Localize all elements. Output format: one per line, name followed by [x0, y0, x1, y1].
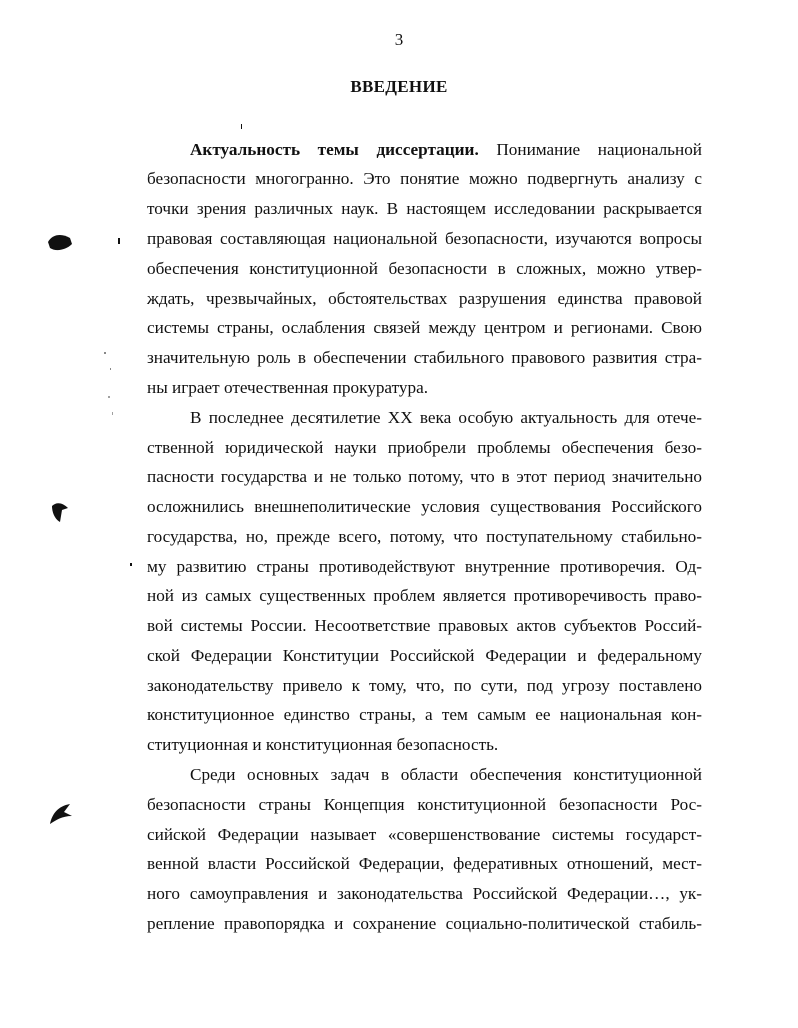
- paragraph-2-line-1: В последнее десятилетие XX века особую актуальность для отече-: [190, 408, 702, 427]
- scan-mark-3: [46, 800, 74, 828]
- scan-speck-4: [104, 352, 106, 354]
- paragraph-1-line-6: ждать, чрезвычайных, обстоятельствах разрушения единства правовой: [147, 289, 702, 308]
- paragraph-1-line-7: системы страны, ослабления связей между центром и регионами. Свою: [147, 318, 702, 337]
- paragraph-2-line-11: конституционное единство страны, а тем самым ее национальная кон-: [147, 705, 702, 724]
- paragraph-1-line-1: [190, 140, 702, 160]
- paragraph-1-lead: Актуальность темы диссертации.: [190, 140, 479, 159]
- scan-speck-3: [241, 124, 242, 129]
- paragraph-2-line-4: осложнились внешнеполитические условия существования Российского: [147, 497, 702, 516]
- paragraph-2-line-6: му развитию страны противодействуют внутренние противоречия. Од-: [147, 557, 702, 576]
- paragraph-1-line-5: обеспечения конституционной безопасности в сложных, можно утвер-: [147, 259, 702, 278]
- paragraph-2-line-2: ственной юридической науки приобрели проблемы обеспечения безо-: [147, 438, 702, 457]
- paragraph-3-line-3: сийской Федерации называет «совершенствование системы государст-: [147, 825, 702, 844]
- paragraph-1-line-2: безопасности многогранно. Это понятие можно подвергнуть анализу с: [147, 169, 702, 188]
- paragraph-2-line-12: ституционная и конституционная безопасность.: [147, 735, 499, 754]
- page-number: 3: [394, 30, 404, 49]
- paragraph-3-line-6: репление правопорядка и сохранение социально-политической стабиль-: [147, 914, 702, 933]
- scan-speck-1: [118, 238, 120, 244]
- paragraph-1-line-9: ны играет отечественная прокуратура.: [147, 378, 428, 397]
- paragraph-1-line-1-text: Понимание национальной: [478, 140, 702, 159]
- scan-speck-6: [108, 396, 110, 398]
- scan-mark-1: [46, 232, 74, 254]
- paragraph-2-line-9: ской Федерации Конституции Российской Федерации и федеральному: [147, 646, 702, 665]
- scan-mark-2: [48, 500, 72, 526]
- scan-speck-5: [110, 368, 111, 370]
- scan-speck-7: [112, 412, 113, 415]
- paragraph-3-line-4: венной власти Российской Федерации, федеративных отношений, мест-: [147, 854, 702, 873]
- paragraph-3-line-1: Среди основных задач в области обеспечения конституционной: [190, 765, 702, 784]
- scan-speck-2: [130, 563, 132, 566]
- paragraph-1-line-8: значительную роль в обеспечении стабильного правового развития стра-: [147, 348, 702, 367]
- paragraph-2-line-5: государства, но, прежде всего, потому, что поступательному стабильно-: [147, 527, 702, 546]
- section-heading: ВВЕДЕНИЕ: [350, 77, 448, 96]
- paragraph-2-line-8: вой системы России. Несоответствие правовых актов субъектов Россий-: [147, 616, 702, 635]
- paragraph-3-line-5: ного самоуправления и законодательства Российской Федерации…, ук-: [147, 884, 702, 903]
- paragraph-1-line-4: правовая составляющая национальной безопасности, изучаются вопросы: [147, 229, 702, 248]
- paragraph-2-line-7: ной из самых существенных проблем является противоречивость право-: [147, 586, 702, 605]
- paragraph-2-line-3: пасности государства и не только потому, что в этот период значительно: [147, 467, 702, 486]
- paragraph-1-line-3: точки зрения различных наук. В настоящем исследовании раскрывается: [147, 199, 702, 218]
- paragraph-3-line-2: безопасности страны Концепция конституционной безопасности Рос-: [147, 795, 702, 814]
- paragraph-2-line-10: законодательству привело к тому, что, по сути, под угрозу поставлено: [147, 676, 702, 695]
